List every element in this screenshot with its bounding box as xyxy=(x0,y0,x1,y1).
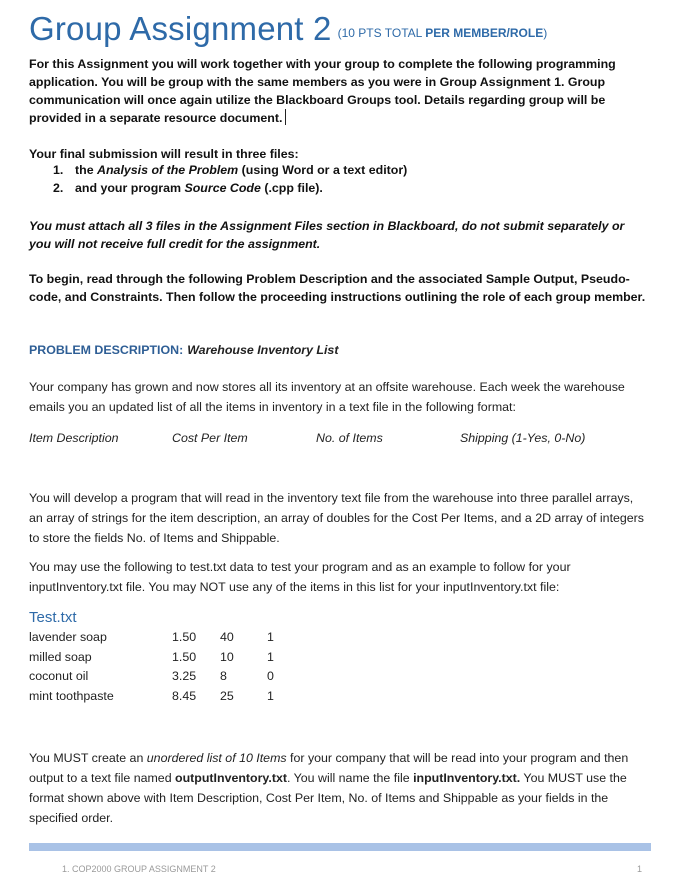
problem-paragraph-2: You will develop a program that will read in the inventory text file from the warehouse into three parallel arrays, an array of strings for the item description, an array of doubles for the Cost Per Items, and a 2D array of integers to store the fields No. of Items and Shippable. xyxy=(29,491,645,545)
closing-text-c: . You will name the file xyxy=(287,771,414,785)
submission-lead: Your final submission will result in three files: xyxy=(29,147,299,161)
cell-count: 40 xyxy=(220,630,234,644)
cell-cost: 8.45 xyxy=(172,689,197,703)
list-number: 2. xyxy=(53,181,64,195)
list-item xyxy=(53,163,407,177)
problem-title: Warehouse Inventory List xyxy=(187,343,339,357)
subtitle-prefix: (10 PTS TOTAL xyxy=(337,26,426,40)
closing-paragraph xyxy=(29,748,649,828)
footer-divider xyxy=(29,843,651,851)
table-row xyxy=(0,650,673,668)
table-row xyxy=(0,630,673,648)
begin-paragraph: To begin, read through the following Problem Description and the associated Sample Output, Pseudo-code, and Constraints. Then follow the proceeding instructions outlining the role of each group member. xyxy=(29,272,646,304)
title-row xyxy=(29,10,547,48)
list-text-em: Analysis of the Problem xyxy=(97,163,239,177)
format-fields xyxy=(0,431,673,449)
footer-title: 1. COP2000 GROUP ASSIGNMENT 2 xyxy=(62,864,216,874)
page-subtitle xyxy=(338,26,548,40)
field-no-of-items: No. of Items xyxy=(316,431,383,445)
field-shipping: Shipping (1-Yes, 0-No) xyxy=(460,431,586,445)
subtitle-bold: PER MEMBER/ROLE xyxy=(425,26,544,40)
table-row xyxy=(0,669,673,687)
list-text-pre: the xyxy=(75,163,98,177)
problem-heading xyxy=(29,343,338,357)
cell-count: 10 xyxy=(220,650,234,664)
intro-paragraph xyxy=(29,55,649,127)
closing-output-filename: outputInventory.txt xyxy=(175,771,287,785)
cell-shipping: 1 xyxy=(267,630,274,644)
cell-description: coconut oil xyxy=(29,669,89,683)
page-title: Group Assignment 2 xyxy=(29,10,332,47)
problem-paragraph-1: Your company has grown and now stores all its inventory at an offsite warehouse. Each week the warehouse emails you an updated list of all the items in inventory in a text file in the following format: xyxy=(29,380,625,414)
field-cost-per-item: Cost Per Item xyxy=(172,431,248,445)
problem-label: PROBLEM DESCRIPTION: xyxy=(29,343,184,357)
list-text-em: Source Code xyxy=(184,181,261,195)
cell-count: 8 xyxy=(220,669,227,683)
list-text-pre: and your program xyxy=(75,181,185,195)
cell-description: lavender soap xyxy=(29,630,107,644)
closing-text-d: You MUST use the format shown above with Item Description, Cost Per Item, No. of Items and Shippable as your fields in the specified order. xyxy=(29,771,627,825)
cell-shipping: 1 xyxy=(267,650,274,664)
list-number: 1. xyxy=(53,163,64,177)
footer-page-number: 1 xyxy=(637,864,643,874)
table-row xyxy=(0,689,673,707)
cell-shipping: 0 xyxy=(267,669,274,683)
cell-cost: 1.50 xyxy=(172,650,197,664)
list-item xyxy=(53,181,323,195)
problem-paragraph-3: You may use the following to test.txt data to test your program and as an example to follow for your inputInventory.txt file. You may NOT use any of the items in this list for your inputInventory.txt file: xyxy=(29,560,571,594)
text-cursor xyxy=(285,109,286,125)
closing-text-em: unordered list of 10 Items xyxy=(146,751,287,765)
cell-description: mint toothpaste xyxy=(29,689,114,703)
intro-text: For this Assignment you will work together with your group to complete the following programming application. You will be group with the same members as you were in Group Assignment 1. Group communication will once again utilize the Blackboard Groups tool. Details regarding group will be provided in a separate resource document. xyxy=(29,57,616,125)
cell-shipping: 1 xyxy=(267,689,274,703)
list-text-post: (using Word or a text editor) xyxy=(238,163,408,177)
closing-input-filename: inputInventory.txt. xyxy=(413,771,521,785)
subtitle-suffix: ) xyxy=(543,26,548,40)
list-text-post: (.cpp file). xyxy=(260,181,323,195)
cell-description: milled soap xyxy=(29,650,92,664)
cell-count: 25 xyxy=(220,689,234,703)
cell-cost: 1.50 xyxy=(172,630,197,644)
closing-text-a: You MUST create an xyxy=(29,751,147,765)
closing-text-b: for your company that will be read into your program and then output to a text file named xyxy=(29,751,629,785)
field-item-description: Item Description xyxy=(29,431,119,445)
cell-cost: 3.25 xyxy=(172,669,197,683)
warning-paragraph: You must attach all 3 files in the Assignment Files section in Blackboard, do not submit separately or you will not receive full credit for the assignment. xyxy=(29,219,625,251)
test-file-heading: Test.txt xyxy=(29,609,77,626)
